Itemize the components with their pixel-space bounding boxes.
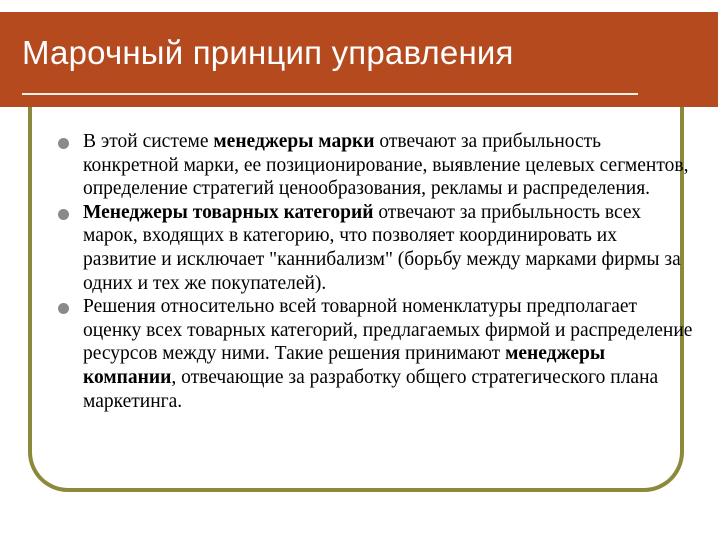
title-underline — [22, 93, 638, 95]
bullet-text-after: отвечают за прибыльность всех марок, входящих в категорию, что позволяет координировать их развитие и исключает "каннибализм" (борьбу между марками фирмы за одних и тех же покупателей). — [83, 201, 681, 294]
bullet-text-before: Решения относительно всей товарной номенклатуры предполагает оценку всех товарных категорий, предлагаемых фирмой и распределение ресурсов между ними. Такие решения принимают — [83, 296, 693, 365]
bullet-dot-icon — [58, 303, 69, 314]
bullet-text-after: , отвечающие за разработку общего стратегического плана маркетинга. — [83, 366, 659, 412]
bullet-bold-text: Менеджеры товарных категорий — [83, 201, 374, 223]
bullet-text-after: отвечают за прибыльность конкретной марки, ее позиционирование, выявление целевых сегментов, определение стратегий ценообразования, рекламы и распределения. — [83, 131, 689, 200]
bullet-text-before: В этой системе — [83, 131, 214, 152]
slide-title: Марочный принцип управления — [22, 34, 514, 71]
bullet-item-category-managers — [58, 201, 694, 295]
bullet-dot-icon — [58, 138, 69, 149]
bullet-list — [58, 130, 694, 413]
bullet-dot-icon — [58, 209, 69, 220]
bullet-item-company-managers — [58, 295, 694, 413]
bullet-bold-text: менеджеры компании — [83, 343, 606, 388]
bullet-bold-text: менеджеры марки — [213, 131, 375, 152]
bullet-item-brand-managers — [58, 130, 694, 201]
